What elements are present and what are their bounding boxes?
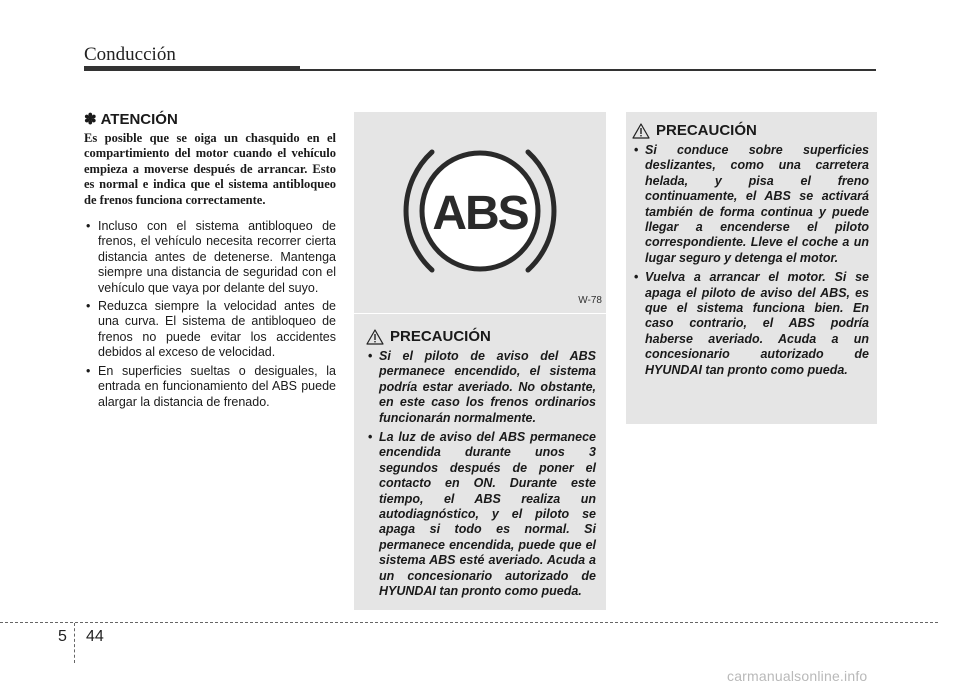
warning-triangle-icon [632,123,650,139]
caution-1-list [366,349,596,600]
caution-box-2 [626,112,877,424]
attention-bullet-3: • En superficies sueltas o desiguales, la entrada en funcionamiento del ABS puede alargar la distancia de frenado. [84,364,336,410]
abs-figure-box [354,112,606,313]
attention-title [84,110,336,128]
header-section-title: Conducción [84,44,176,65]
caution-box-1 [354,314,606,610]
header-rule-thin [300,69,876,71]
attention-bullet-list [84,219,336,410]
footer-page-number: 44 [86,628,104,645]
watermark-text: carmanualsonline.info [727,668,868,684]
star-icon: ✽ [84,111,97,128]
attention-bullet-2: • Reduzca siempre la velocidad antes de una curva. El sistema de antibloqueo de frenos no puede evitar los accidentes debidos al exceso de velocidad. [84,299,336,361]
footer-section-number: 5 [58,628,67,645]
figure-code: W-78 [578,295,602,306]
abs-symbol-text: ABS [432,187,528,240]
caution-2-bullet-2: • Vuelva a arrancar el motor. Si se apaga el piloto de aviso del ABS, es que el sistema funciona bien. En caso contrario, el ABS podría haberse averiado. Acuda a un concesionario autorizado de HYUNDAI tan pronto como pueda. [632,270,869,378]
footer-page-separator [74,623,75,663]
footer-divider [0,622,938,623]
attention-body: Es posible que se oiga un chasquido en el compartimiento del motor cuando el vehículo empieza a moverse después de arrancar. Esto es normal e indica que el sistema antibloqueo de frenos funciona correctamente. [84,131,336,207]
header-rule-thick [84,66,300,71]
caution-1-bullet-2: • La luz de aviso del ABS permanece encendida durante unos 3 segundos después de poner el contacto en ON. Durante este tiempo, el ABS realiza un autodiagnóstico, y el piloto se apaga si todo es normal. Si permanece encendida, puede que el sistema ABS esté averiado. Acuda a un concesionario autorizado de HYUNDAI tan pronto como pueda. [366,430,596,599]
caution-1-heading [366,328,596,345]
caution-2-heading [632,122,869,139]
caution-2-bullet-1: • Si conduce sobre superficies deslizantes, como una carretera helada, y pisa el freno continuamente, el ABS se activará también de forma continua y puede llegar a encenderse el piloto correspondiente. Lleve el coche a un lugar seguro y detenga el motor. [632,143,869,266]
caution-1-title: PRECAUCIÓN [390,328,491,345]
attention-section [84,110,336,413]
attention-title-text: ATENCIÓN [100,111,178,128]
abs-warning-icon [354,112,606,313]
caution-2-list [632,143,869,378]
attention-bullet-1: • Incluso con el sistema antibloqueo de frenos, el vehículo necesita recorrer cierta distancia antes de detenerse. Mantenga siempre una distancia de seguridad con el vehículo que vaya por delante del suyo. [84,219,336,296]
caution-1-bullet-1: • Si el piloto de aviso del ABS permanece encendido, el sistema podría estar averiado. No obstante, en este caso los frenos ordinarios funcionarán normalmente. [366,349,596,426]
warning-triangle-icon [366,329,384,345]
caution-2-title: PRECAUCIÓN [656,122,757,139]
